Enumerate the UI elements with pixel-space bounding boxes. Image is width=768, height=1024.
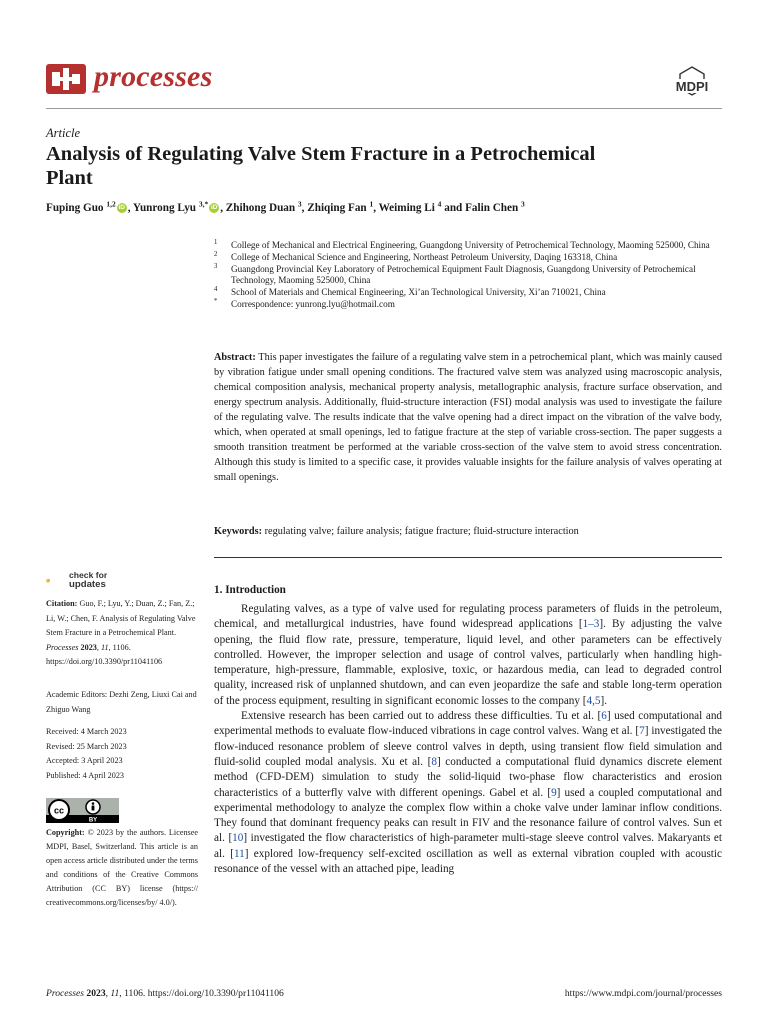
affiliation-text: Correspondence: yunrong.lyu@hotmail.com xyxy=(231,298,395,309)
author-affiliation-sup: 3 xyxy=(297,199,302,209)
affiliation-text: Guangdong Provincial Key Laboratory of Petrochemical Equipment Fault Diagnosis, Guangdong University of Petrochemical Technology, Maoming 525000, China xyxy=(231,263,696,286)
reference-link[interactable]: 8 xyxy=(431,755,437,768)
affiliation-number: 2 xyxy=(214,250,218,258)
article-title: Analysis of Regulating Valve Stem Fracture in a Petrochemical Plant xyxy=(46,143,596,189)
author-name[interactable]: Falin Chen xyxy=(465,202,522,214)
keywords xyxy=(214,524,722,539)
paragraph-text: ] used a coupled computational and experimental methodology to analyze the complex flow within a choke valve under laminar inflow conditions. They found that dominant frequency peaks can result in FIV and the resonance failure of control valves. Sun et al. [ xyxy=(214,786,722,845)
affiliation-number: 3 xyxy=(214,262,218,270)
reference-link[interactable]: 9 xyxy=(551,786,557,799)
received-date: Received: 4 March 2023 xyxy=(46,727,127,736)
journal-name[interactable]: processes xyxy=(94,60,213,93)
affiliation-number: * xyxy=(214,297,218,305)
reference-link[interactable]: 7 xyxy=(639,725,645,738)
footer-doi[interactable]: , 1106. https://doi.org/10.3390/pr11041106 xyxy=(119,988,284,999)
footer-journal: Processes xyxy=(46,988,85,999)
citation-doi[interactable]: , 1106. https://doi.org/10.3390/pr11041106 xyxy=(46,642,163,666)
affiliation-number: 4 xyxy=(214,286,218,294)
published-date: Published: 4 April 2023 xyxy=(46,770,125,780)
affiliation-item xyxy=(214,299,724,311)
check-updates-line2: updates xyxy=(69,579,106,591)
reference-link[interactable]: 10 xyxy=(232,832,244,845)
abstract-label: Abstract: xyxy=(214,352,256,363)
copyright-block xyxy=(46,826,198,910)
footer-volume: 11 xyxy=(110,988,120,999)
reference-link[interactable]: 1–3 xyxy=(582,618,600,631)
citation-volume: 11 xyxy=(100,642,109,652)
svg-text:MDPI: MDPI xyxy=(675,79,709,94)
author-affiliation-sup: 3 xyxy=(521,199,525,209)
author-name[interactable]: Zhiqing Fan xyxy=(307,202,370,214)
citation-year: 2023 xyxy=(80,642,97,652)
orcid-icon[interactable]: iD xyxy=(210,204,218,212)
keywords-text: regulating valve; failure analysis; fatigue fracture; fluid-structure interaction xyxy=(264,526,579,537)
paragraph-text: ] investigated the flow characteristics of high-parameter multi-stage sleeve control valves. Makaryants et al. [ xyxy=(214,832,722,860)
section-heading: 1. Introduction xyxy=(214,584,286,596)
footer-citation: Processes 2023, 11, 1106. https://doi.org/10.3390/pr11041106 xyxy=(46,988,284,999)
affiliation-text: School of Materials and Chemical Engineering, Xi’an Technological University, Xi’an 710021, China xyxy=(231,287,606,298)
affiliation-item xyxy=(214,264,724,288)
abstract xyxy=(214,350,722,485)
affiliation-text: College of Mechanical Science and Engineering, Northeast Petroleum University, Daqing 163318, China xyxy=(231,251,618,262)
svg-text:cc: cc xyxy=(53,805,65,816)
paragraph-text: ] explored low-frequency self-excited oscillation as well as external vibration coupled with acoustic resonance of the vessel with an attached pipe, leading xyxy=(214,847,722,876)
paragraph-text: Extensive research has been carried out to address these difficulties. Tu et al. [ xyxy=(241,710,602,723)
revised-date: Revised: 25 March 2023 xyxy=(46,741,127,751)
paragraph-text: Regulating valves, as a type of valve used for regulating process parameters of fluids in the petroleum, chemical, and metallurgical industries, have found widespread applications [ xyxy=(214,603,722,631)
affiliation-number: 1 xyxy=(214,239,218,246)
article-type: Article xyxy=(46,126,81,140)
citation-block: Citation: Guo, F.; Lyu, Y.; Duan, Z.; Fan, Z.; Li, W.; Chen, F. Analysis of Regulating Valve Stem Fracture in a Petrochemical Plant. Processes 2023, 11, 1106. https://doi.org/10.3390/pr11041106 xyxy=(46,599,196,666)
paragraph-2 xyxy=(214,709,722,877)
footer-journal-url[interactable]: https://www.mdpi.com/journal/processes xyxy=(564,988,722,999)
author-name[interactable]: Yunrong Lyu xyxy=(132,202,199,214)
cc-by-license-icon[interactable] xyxy=(46,798,119,823)
reference-link[interactable]: 4,5 xyxy=(586,694,601,707)
paragraph-1 xyxy=(214,602,722,709)
footer-year: 2023 xyxy=(86,988,106,999)
author-affiliation-sup: 1 xyxy=(369,199,374,209)
author-affiliation-sup: 1,2 xyxy=(106,199,116,209)
mdpi-logo-icon[interactable] xyxy=(662,66,722,100)
journal-logo-icon xyxy=(46,64,86,94)
citation-journal: Processes xyxy=(46,642,79,652)
author-name[interactable]: Zhihong Duan xyxy=(225,202,298,214)
check-for-updates-icon[interactable] xyxy=(46,570,68,592)
affiliation-item xyxy=(214,240,724,252)
academic-editors: Academic Editors: Dezhi Zeng, Liuxi Cai and Zhiguo Wang xyxy=(46,690,197,714)
abstract-rule xyxy=(214,557,722,558)
citation-label: Citation: xyxy=(46,599,78,608)
copyright-text: © 2023 by the authors. Licensee MDPI, Basel, Switzerland. This article is an open access article distributed under the terms and conditions of the Creative Commons Attribution (CC BY) license (https:// creativecommons.org/licenses/by/ 4.0/). xyxy=(46,828,199,907)
affiliation-item xyxy=(214,252,724,264)
paragraph-text: ] investigated the flow-induced resonance problem of sleeve control valves in depth, using transient flow field simulation and fluid-solid coupled modal analysis. Xu et al. [ xyxy=(214,725,723,768)
author-name[interactable]: Fuping Guo xyxy=(46,202,107,214)
author-affiliation-sup: 3,* xyxy=(198,199,209,209)
orcid-icon[interactable]: iD xyxy=(118,204,125,212)
copyright-label: Copyright: xyxy=(46,828,85,837)
accepted-date: Accepted: 3 April 2023 xyxy=(46,756,123,765)
check-updates-line1: check for xyxy=(69,570,108,580)
dates-block xyxy=(46,725,198,783)
svg-text:BY: BY xyxy=(88,817,98,823)
header-rule xyxy=(46,108,722,109)
author-affiliation-sup: 4 xyxy=(437,199,442,209)
author-list: Fuping Guo $^{1,2}$ iD , Yunrong Lyu $^{3,*}$ iD , Zhihong Duan $^3$, Zhiqing Fan $^1$, Weiming Li $^4$ and Falin Chen $^3$ xyxy=(46,199,525,214)
keywords-label: Keywords: xyxy=(214,526,263,537)
author-name[interactable]: Weiming Li xyxy=(378,202,438,214)
reference-link[interactable]: 6 xyxy=(601,710,607,723)
affiliations xyxy=(214,240,724,311)
check-for-updates-label[interactable] xyxy=(69,571,107,590)
introduction-body xyxy=(214,602,722,877)
reference-link[interactable]: 11 xyxy=(233,847,245,860)
affiliation-text: College of Mechanical and Electrical Engineering, Guangdong University of Petrochemical Technology, Maoming 525000, China xyxy=(231,240,710,250)
abstract-text: This paper investigates the failure of a regulating valve stem in a petrochemical plant, which was mainly caused by vibration fatigue under small opening conditions. The fractured valve stem was analyzed using macroscopic analysis, chemical composition analysis, mechanical property analysis, metallographic analysis, fracture surface observation, and energy spectrum analysis. Additionally, fluid-structure interaction (FSI) modal analysis was used to investigate the failure of the regulating valve. The results indicate that the valve opening had a direct impact on the vibration of the valve body, which, when operated at small openings, led to fatigue fracture at the step of variable cross-section. The paper suggests a smooth transition treatment be performed at the variable cross-section of the valve stem to avoid stress concentration. Although this study is limited to a specific case, it provides valuable insights for the failure analysis of valves operating at small openings. xyxy=(214,352,722,483)
paragraph-text: ] used computational and experimental methods to evaluate flow-induced vibrations in cage control valves. Wang et al. [ xyxy=(214,710,723,738)
paragraph-text: ] conducted a computational fluid dynamics discrete element method (CFD-DEM) simulation to study the solid-liquid two-phase flow characteristics and erosion characteristics of a butterfly valve with different openings. Gabel et al. [ xyxy=(214,755,722,799)
citation-text: Guo, F.; Lyu, Y.; Duan, Z.; Fan, Z.; Li, W.; Chen, F. Analysis of Regulating Valve Stem Fracture in a Petrochemical Plant. xyxy=(46,599,196,637)
paragraph-text: ]. xyxy=(600,694,608,707)
affiliation-item xyxy=(214,287,724,299)
paragraph-text: ]. By adjusting the valve opening, the fluid flow rate, pressure, temperature, liquid level, and other parameters can be effectively controlled. However, the improper selection and usage of control valves, particularly when handling high-temperature, high-pressure, flammable, explosive, toxic, or hazardous media, can lead to degraded control quality, increased risk of unplanned shutdown, and can even jeopardize the safe and stable long-term operation of the process equipment, resulting in significant economic losses to the company [ xyxy=(214,618,722,707)
